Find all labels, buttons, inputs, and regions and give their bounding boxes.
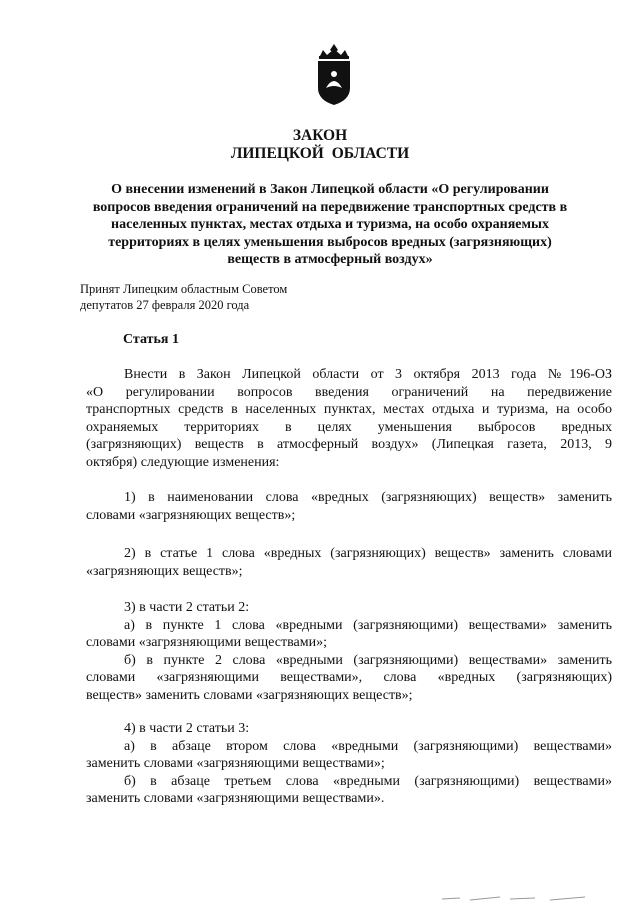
text-line: Внести в Закон Липецкой области от 3 октября 2013 года №196-ОЗ (124, 367, 612, 382)
subtitle-line: О внесении изменений в Закон Липецкой области «О регулировании (111, 182, 549, 197)
text-line: словами «загрязняющими веществами»; (86, 635, 327, 651)
text-line: словами «загрязняющих веществ»; (86, 507, 296, 523)
text-line: 4) в части 2 статьи 3: (124, 721, 250, 736)
text-line: октября) следующие изменения: (86, 454, 280, 470)
article-heading: Статья 1 (123, 332, 179, 347)
text-line: охраняемых территориях в целях уменьшения выбросов вредных (86, 419, 612, 435)
region-title: ЛИПЕЦКОЙ ОБЛАСТИ (230, 145, 410, 162)
law-title: ЗАКОН (292, 127, 348, 144)
subtitle-line: вопросов введения ограничений на передвижение транспортных средств в (92, 199, 568, 215)
adoption-note (80, 282, 287, 313)
text-line: «О регулировании вопросов введения ограничений на передвижение (86, 384, 612, 400)
subtitle-line: населенных пунктах, местах отдыха и туризма, на особо охраняемых (111, 217, 549, 233)
amendment-item-4 (86, 720, 612, 808)
text-line: транспортных средств в населенных пунктах, местах отдыха и туризма, на особо (86, 402, 612, 418)
text-line: 3) в части 2 статьи 2: (124, 600, 250, 615)
adoption-date: депутатов 27 февраля 2020 года (80, 297, 250, 312)
article-intro (86, 366, 612, 472)
text-line: заменить словами «загрязняющими веществами». (86, 791, 385, 807)
scan-mark-icon (440, 893, 590, 903)
text-line: 2) в статье 1 слова «вредных (загрязняющих) веществ» заменить словами (124, 546, 612, 561)
law-subtitle (80, 181, 580, 269)
text-line: б) в абзаце третьем слова «вредными (загрязняющими) веществами» (124, 773, 612, 789)
text-line: словами «загрязняющими веществами», слова «вредных (загрязняющих) (86, 670, 612, 686)
text-line: а) в пункте 1 слова «вредными (загрязняющими) веществами» заменить (124, 617, 612, 633)
subtitle-line: веществ в атмосферный воздух» (227, 252, 433, 268)
amendment-item-3 (86, 599, 612, 705)
text-line: веществ» заменить словами «загрязняющих веществ»; (86, 687, 413, 703)
adoption-line: Принят Липецким областным Советом (80, 282, 288, 296)
coat-of-arms-icon (314, 44, 354, 106)
amendment-item-2 (86, 545, 612, 580)
text-line: б) в пункте 2 слова «вредными (загрязняющими) веществами» заменить (124, 652, 612, 668)
text-line: «загрязняющих веществ»; (86, 563, 243, 579)
text-line: а) в абзаце втором слова «вредными (загрязняющими) веществами» (124, 738, 612, 754)
text-line: заменить словами «загрязняющими веществами»; (86, 756, 385, 772)
subtitle-line: территориях в целях уменьшения выбросов вредных (загрязняющих) (108, 234, 552, 250)
text-line: (загрязняющих) веществ в атмосферный воздух» (Липецкая газета, 2013, 9 (86, 437, 612, 453)
amendment-item-1 (86, 489, 612, 524)
text-line: 1) в наименовании слова «вредных (загрязняющих) веществ» заменить (124, 490, 612, 505)
